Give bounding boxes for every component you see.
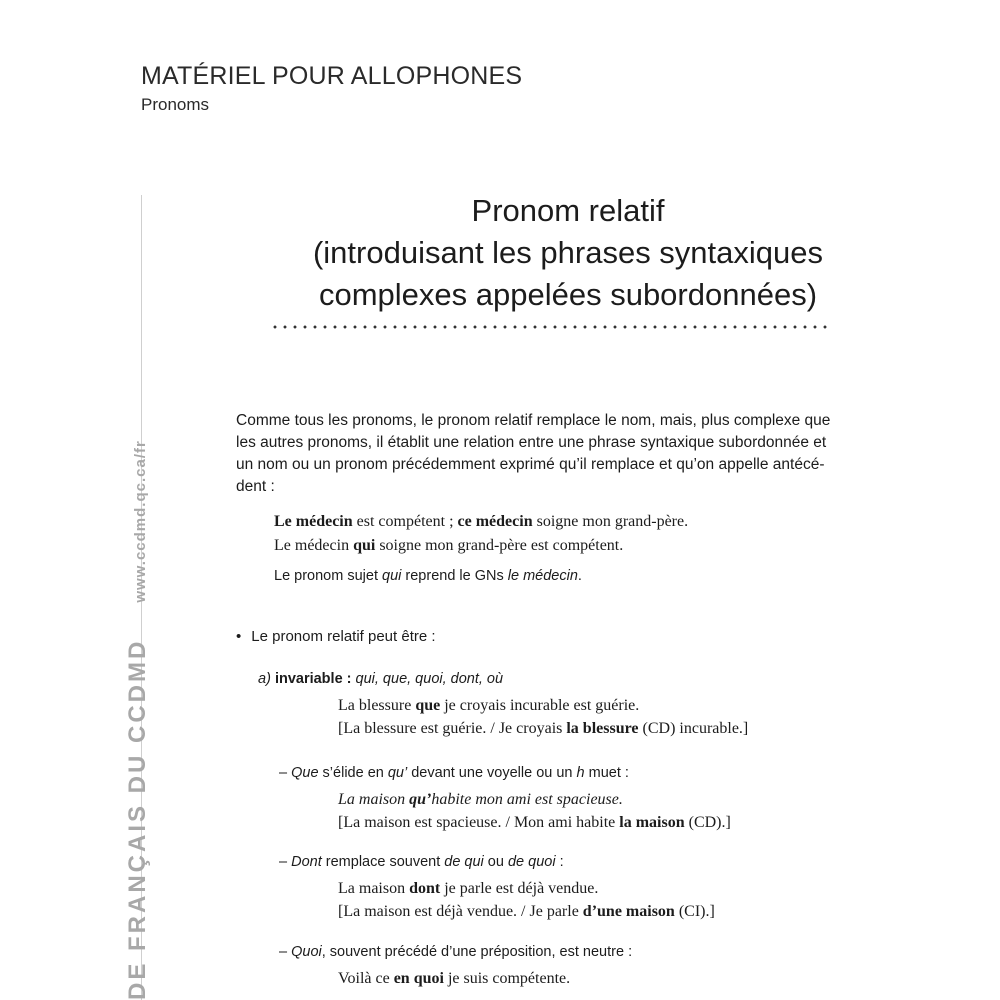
example-explanation: [La blessure est guérie. / Je croyais la blessure (CD) incurable.] xyxy=(338,720,749,737)
example-sentence: Le médecin qui soigne mon grand-père est compétent. xyxy=(274,537,624,554)
example-note: Le pronom sujet qui reprend le GNs le médecin. xyxy=(274,568,582,584)
intro-paragraph xyxy=(236,410,904,498)
side-url: www.ccdmd.qc.ca/fr xyxy=(132,440,149,603)
example-explanation: [La maison est spacieuse. / Mon ami habite la maison (CD).] xyxy=(338,814,731,831)
header-title: MATÉRIEL POUR ALLOPHONES xyxy=(141,62,523,90)
title-line-3: complexes appelées subordonnées) xyxy=(318,277,818,312)
example-sentence: Le médecin est compétent ; ce médecin soigne mon grand-père. xyxy=(274,513,689,530)
intro-line: les autres pronoms, il établit une relation entre une phrase syntaxique subordonnée et xyxy=(236,434,827,451)
page-title xyxy=(236,190,900,316)
example-sentence: Voilà ce en quoi je suis compétente. xyxy=(338,970,571,987)
bullet-icon: • xyxy=(236,628,242,645)
rule-que: – Que s’élide en qu’ devant une voyelle ou un h muet : xyxy=(279,765,629,781)
example-sentence: La blessure que je croyais incurable est guérie. xyxy=(338,697,640,714)
bullet-item: • Le pronom relatif peut être : xyxy=(236,628,436,645)
rule-dont: – Dont remplace souvent de qui ou de quoi : xyxy=(279,854,564,870)
dotted-rule xyxy=(270,325,830,329)
example-sentence: La maison qu’habite mon ami est spacieuse. xyxy=(338,791,623,808)
rule-quoi: – Quoi, souvent précédé d’une préposition, est neutre : xyxy=(279,944,633,960)
example-explanation: [La maison est déjà vendue. / Je parle d’une maison (CI).] xyxy=(338,903,715,920)
intro-line: un nom ou un pronom précédemment exprimé qu’il remplace et qu’on appelle antécé- xyxy=(236,456,825,473)
side-watermark xyxy=(124,440,152,1000)
title-line-1: Pronom relatif xyxy=(471,193,665,228)
example-sentence: La maison dont je parle est déjà vendue. xyxy=(338,880,599,897)
intro-line: dent : xyxy=(236,478,275,495)
title-line-2: (introduisant les phrases syntaxiques xyxy=(312,235,824,270)
intro-line: Comme tous les pronoms, le pronom relatif remplace le nom, mais, plus complexe que xyxy=(236,412,831,429)
side-brand: DE FRANÇAIS DU CCDMD xyxy=(124,638,151,1000)
header-subtitle: Pronoms xyxy=(141,95,210,114)
section-a-heading: a) invariable : qui, que, quoi, dont, où xyxy=(258,671,504,687)
